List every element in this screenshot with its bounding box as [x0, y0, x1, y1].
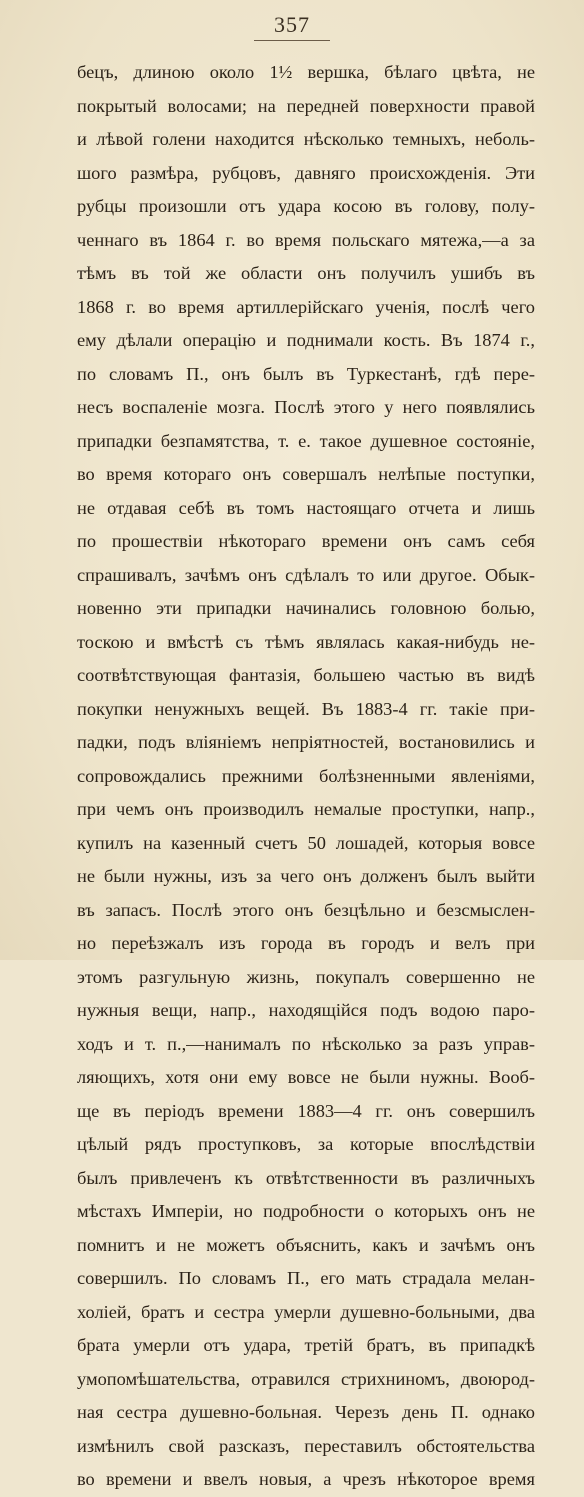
- text-line: брата умерли отъ удара, третій братъ, въ припадкѣ: [77, 1335, 535, 1355]
- page-number-rule: [254, 40, 330, 41]
- text-line: ляющихъ, хотя они ему вовсе не были нужны. Вооб-: [77, 1067, 535, 1087]
- text-line: не были нужны, изъ за чего онъ долженъ былъ выйти: [77, 866, 535, 886]
- text-line: падки, подъ вліяніемъ непріятностей, востановились и: [77, 732, 535, 752]
- text-line: бецъ, длиною около 1½ вершка, бѣлаго цвѣта, не: [77, 62, 535, 82]
- text-line: сопровождались прежними болѣзненными явленіями,: [77, 765, 535, 786]
- text-line: помнитъ и не можетъ объяснить, какъ и зачѣмъ онъ: [77, 1234, 535, 1255]
- text-line: умопомѣшательства, отравился стрихниномъ, двоюрод-: [77, 1368, 535, 1389]
- text-line: покрытый волосами; на передней поверхности правой: [77, 95, 535, 116]
- text-line: ходъ и т. п.,—нанималъ по нѣсколько за разъ управ-: [77, 1033, 535, 1054]
- text-line: тѣмъ въ той же области онъ получилъ ушибъ въ: [77, 263, 535, 283]
- text-line: тоскою и вмѣстѣ съ тѣмъ являлась какая-нибудь не-: [77, 631, 535, 652]
- body-text: [77, 56, 535, 1497]
- text-line: ченнаго въ 1864 г. во время польскаго мятежа,—а за: [77, 229, 535, 250]
- text-line: спрашивалъ, зачѣмъ онъ сдѣлалъ то или другое. Обык-: [77, 564, 535, 585]
- text-line: этомъ разгульную жизнь, покупалъ совершенно не: [77, 966, 535, 987]
- text-line: соотвѣтствующая фантазія, большею частью въ видѣ: [77, 665, 535, 685]
- text-line: по словамъ П., онъ былъ въ Туркестанѣ, гдѣ пере-: [77, 363, 535, 384]
- text-line: покупки ненужныхъ вещей. Въ 1883-4 гг. такіе при-: [77, 698, 535, 719]
- text-line: новенно эти припадки начинались головною болью,: [77, 598, 535, 618]
- text-line: и лѣвой голени находится нѣсколько темныхъ, неболь-: [77, 129, 535, 149]
- text-line: во время котораго онъ совершалъ нелѣпые поступки,: [77, 464, 535, 484]
- text-line: рубцы произошли отъ удара косою въ голову, полу-: [77, 196, 535, 216]
- text-line: былъ привлеченъ къ отвѣтственности въ различныхъ: [77, 1167, 535, 1188]
- text-line: но переѣзжалъ изъ города въ городъ и велъ при: [77, 933, 535, 953]
- text-line: измѣнилъ свой разсказъ, переставилъ обстоятельства: [77, 1435, 535, 1456]
- text-line: не отдавая себѣ въ томъ настоящаго отчета и лишь: [77, 497, 535, 518]
- text-line: шого размѣра, рубцовъ, давняго происхожденія. Эти: [77, 162, 535, 183]
- text-line: припадки безпамятства, т. е. такое душевное состояніе,: [77, 430, 535, 451]
- text-line: нужныя вещи, напр., находящійся подъ водою паро-: [77, 1000, 535, 1020]
- text-line: несъ воспаленіе мозга. Послѣ этого у него появлялись: [77, 397, 535, 417]
- text-line: ему дѣлали операцію и поднимали кость. Въ 1874 г.,: [77, 330, 535, 350]
- page-number: 357: [274, 12, 310, 37]
- text-line: 1868 г. во время артиллерійскаго ученія, послѣ чего: [77, 296, 535, 317]
- text-line: по прошествіи нѣкотораго времени онъ самъ себя: [77, 531, 535, 551]
- text-line: мѣстахъ Имперіи, но подробности о которыхъ онъ не: [77, 1201, 535, 1221]
- text-line: ная сестра душевно-больная. Черезъ день П. однако: [77, 1402, 535, 1422]
- text-line: купилъ на казенный счетъ 50 лошадей, которыя вовсе: [77, 832, 535, 853]
- text-line: холіей, братъ и сестра умерли душевно-больными, два: [77, 1301, 535, 1322]
- text-line: цѣлый рядъ проступковъ, за которые впослѣдствіи: [77, 1134, 535, 1154]
- text-line: совершилъ. По словамъ П., его мать страдала мелан-: [77, 1268, 535, 1288]
- text-line: при чемъ онъ производилъ немалые проступки, напр.,: [77, 799, 535, 819]
- text-line: во времени и ввелъ новыя, а чрезъ нѣкоторое время: [77, 1469, 535, 1489]
- text-line: ще въ періодъ времени 1883—4 гг. онъ совершилъ: [77, 1100, 535, 1121]
- text-line: въ запасъ. Послѣ этого онъ безцѣльно и безсмыслен-: [77, 899, 535, 920]
